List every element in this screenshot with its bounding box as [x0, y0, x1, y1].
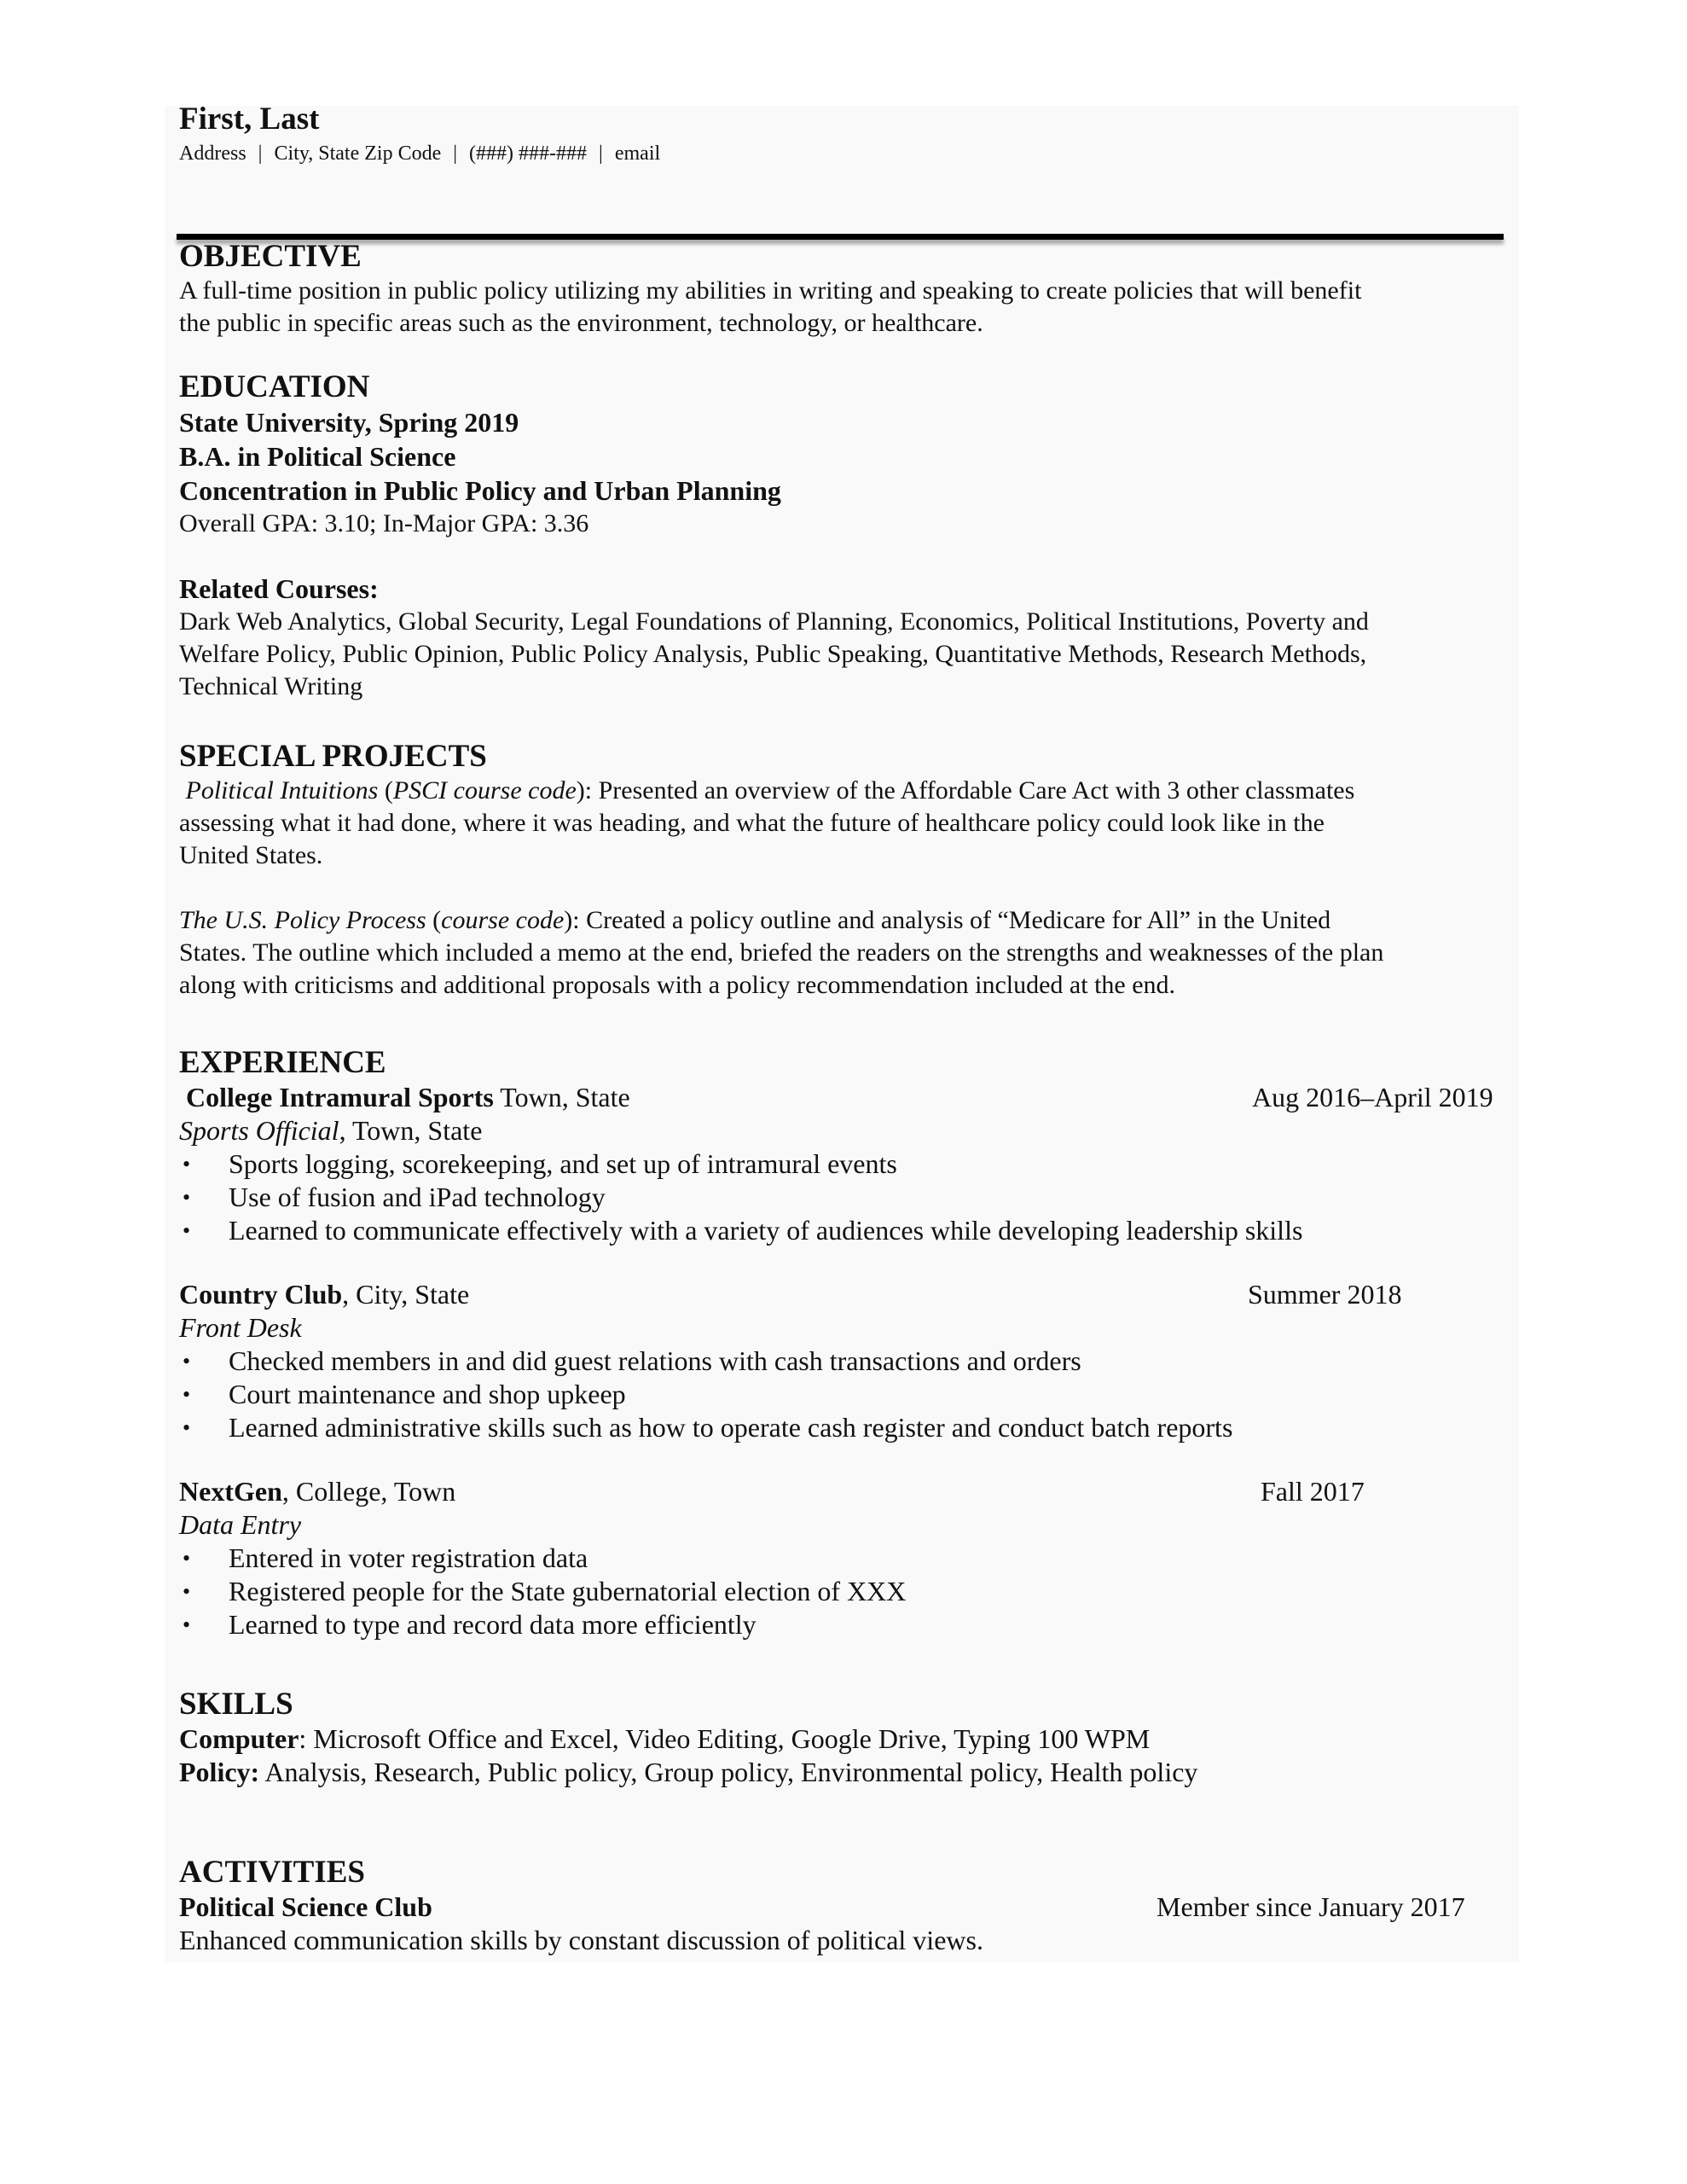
list-item: • Learned to type and record data more efficiently [183, 1609, 757, 1640]
project-line: United States. [179, 841, 323, 869]
bullet-icon: • [183, 1612, 191, 1637]
project-course-code: course code [441, 906, 565, 934]
contact-line [179, 140, 1510, 167]
bullet-icon: • [183, 1546, 191, 1571]
contact-separator: | [453, 142, 458, 165]
special-projects-section [179, 739, 1510, 1002]
section-heading-activities: ACTIVITIES [179, 1855, 365, 1890]
job-bullets [179, 1147, 1510, 1247]
job-organization: College Intramural Sports [186, 1082, 494, 1112]
job-bullets [179, 1345, 1510, 1444]
list-item: • Use of fusion and iPad technology [183, 1182, 606, 1212]
job-location: Town, State [500, 1082, 630, 1112]
project-course-code: PSCI course code [392, 776, 577, 804]
project-title: The U.S. Policy Process [179, 906, 426, 934]
related-courses-heading: Related Courses: [179, 573, 379, 604]
project-line: States. The outline which included a memo at the end, briefed the readers on the strengths and weaknesses of the plan [179, 938, 1384, 967]
project-line: along with criticisms and additional proposals with a policy recommendation included at the end. [179, 971, 1176, 999]
contact-city: City, State Zip Code [274, 142, 442, 165]
contact-phone: (###) ###-### [469, 142, 588, 165]
job-role-location: , Town, State [339, 1115, 483, 1146]
job-role: Data Entry [179, 1509, 302, 1540]
list-item: • Checked members in and did guest relations with cash transactions and orders [183, 1345, 1081, 1376]
education-gpa: Overall GPA: 3.10; In-Major GPA: 3.36 [179, 509, 589, 537]
job-role: Front Desk [179, 1312, 302, 1343]
section-heading-education: EDUCATION [179, 369, 370, 404]
list-item: • Registered people for the State gubernatorial election of XXX [183, 1576, 907, 1606]
objective-line: A full-time position in public policy utilizing my abilities in writing and speaking to create policies that will benefit [179, 276, 1362, 305]
job-organization: NextGen [179, 1476, 282, 1507]
experience-section [179, 1045, 1510, 1641]
skills-value: : Microsoft Office and Excel, Video Editing, Google Drive, Typing 100 WPM [299, 1723, 1151, 1754]
project-description: Presented an overview of the Affordable Care Act with 3 other classmates [598, 776, 1355, 804]
job-dates: Fall 2017 [1261, 1476, 1365, 1507]
job-role-line [179, 1508, 1510, 1542]
education-school: State University, Spring 2019 [179, 407, 519, 438]
section-heading-experience: EXPERIENCE [179, 1045, 386, 1080]
job-organization: Country Club [179, 1279, 343, 1310]
bullet-icon: • [183, 1218, 191, 1243]
job-dates: Aug 2016–April 2019 [1252, 1082, 1493, 1112]
job-bullets [179, 1542, 1510, 1641]
candidate-name: First, Last [179, 102, 320, 136]
job-role-line [179, 1114, 1510, 1147]
job-location: , College, Town [281, 1476, 456, 1507]
job-header [179, 1081, 1510, 1114]
skills-policy [179, 1756, 1510, 1789]
project-line: assessing what it had done, where it was heading, and what the future of healthcare policy could look like in the [179, 809, 1325, 837]
list-item: • Sports logging, scorekeeping, and set up of intramural events [183, 1148, 897, 1179]
activity-description: Enhanced communication skills by constant discussion of political views. [179, 1925, 983, 1955]
project-description: Created a policy outline and analysis of “Medicare for All” in the United [586, 906, 1331, 934]
bullet-icon: • [183, 1579, 191, 1604]
bullet-icon: • [183, 1382, 191, 1407]
activity-header [179, 1891, 1510, 1924]
bullet-icon: • [183, 1415, 191, 1440]
job-header [179, 1278, 1510, 1311]
activity-organization: Political Science Club [179, 1891, 432, 1922]
job-header [179, 1475, 1510, 1508]
bullet-icon: • [183, 1152, 191, 1176]
skills-section [179, 1687, 1510, 1789]
job-dates: Summer 2018 [1248, 1279, 1402, 1310]
job-role: Sports Official [179, 1115, 339, 1146]
project-title: Political Intuitions [185, 776, 379, 804]
list-item: • Learned administrative skills such as how to operate cash register and conduct batch reports [183, 1412, 1233, 1443]
list-item: • Court maintenance and shop upkeep [183, 1379, 626, 1409]
skills-computer [179, 1722, 1510, 1756]
section-heading-objective: OBJECTIVE [179, 239, 362, 274]
bullet-icon: • [183, 1349, 191, 1374]
job-location: , City, State [342, 1279, 470, 1310]
job-role-line [179, 1311, 1510, 1345]
resume-header [179, 101, 1510, 167]
related-courses-line: Technical Writing [179, 672, 363, 700]
activities-section [179, 1855, 1510, 1957]
skills-label: Computer [179, 1723, 299, 1754]
skills-label: Policy: [179, 1757, 260, 1787]
education-section [179, 369, 1510, 540]
list-item: • Learned to communicate effectively with a variety of audiences while developing leadership skills [183, 1215, 1303, 1246]
project-line: The U.S. Policy Process (course code): Created a policy outline and analysis of “Medicare for All” in the United [179, 906, 1331, 934]
related-courses-line: Welfare Policy, Public Opinion, Public Policy Analysis, Public Speaking, Quantitative Methods, Research Methods, [179, 640, 1367, 668]
contact-separator: | [599, 142, 603, 165]
contact-separator: | [258, 142, 263, 165]
related-courses [179, 572, 1510, 703]
objective-line: the public in specific areas such as the environment, technology, or healthcare. [179, 309, 983, 337]
section-heading-projects: SPECIAL PROJECTS [179, 739, 487, 774]
contact-address: Address [179, 142, 246, 165]
activity-dates: Member since January 2017 [1157, 1891, 1465, 1922]
list-item: • Entered in voter registration data [183, 1542, 588, 1573]
education-concentration: Concentration in Public Policy and Urban Planning [179, 475, 781, 506]
education-degree: B.A. in Political Science [179, 441, 456, 472]
objective-section [179, 239, 1510, 340]
related-courses-line: Dark Web Analytics, Global Security, Legal Foundations of Planning, Economics, Political Institutions, Poverty and [179, 607, 1369, 636]
bullet-icon: • [183, 1185, 191, 1210]
skills-value: Analysis, Research, Public policy, Group policy, Environmental policy, Health policy [259, 1757, 1198, 1787]
contact-email: email [614, 142, 661, 165]
project-line: Political Intuitions (PSCI course code): Presented an overview of the Affordable Care Act with 3 other classmates [185, 776, 1355, 804]
section-heading-skills: SKILLS [179, 1687, 293, 1722]
